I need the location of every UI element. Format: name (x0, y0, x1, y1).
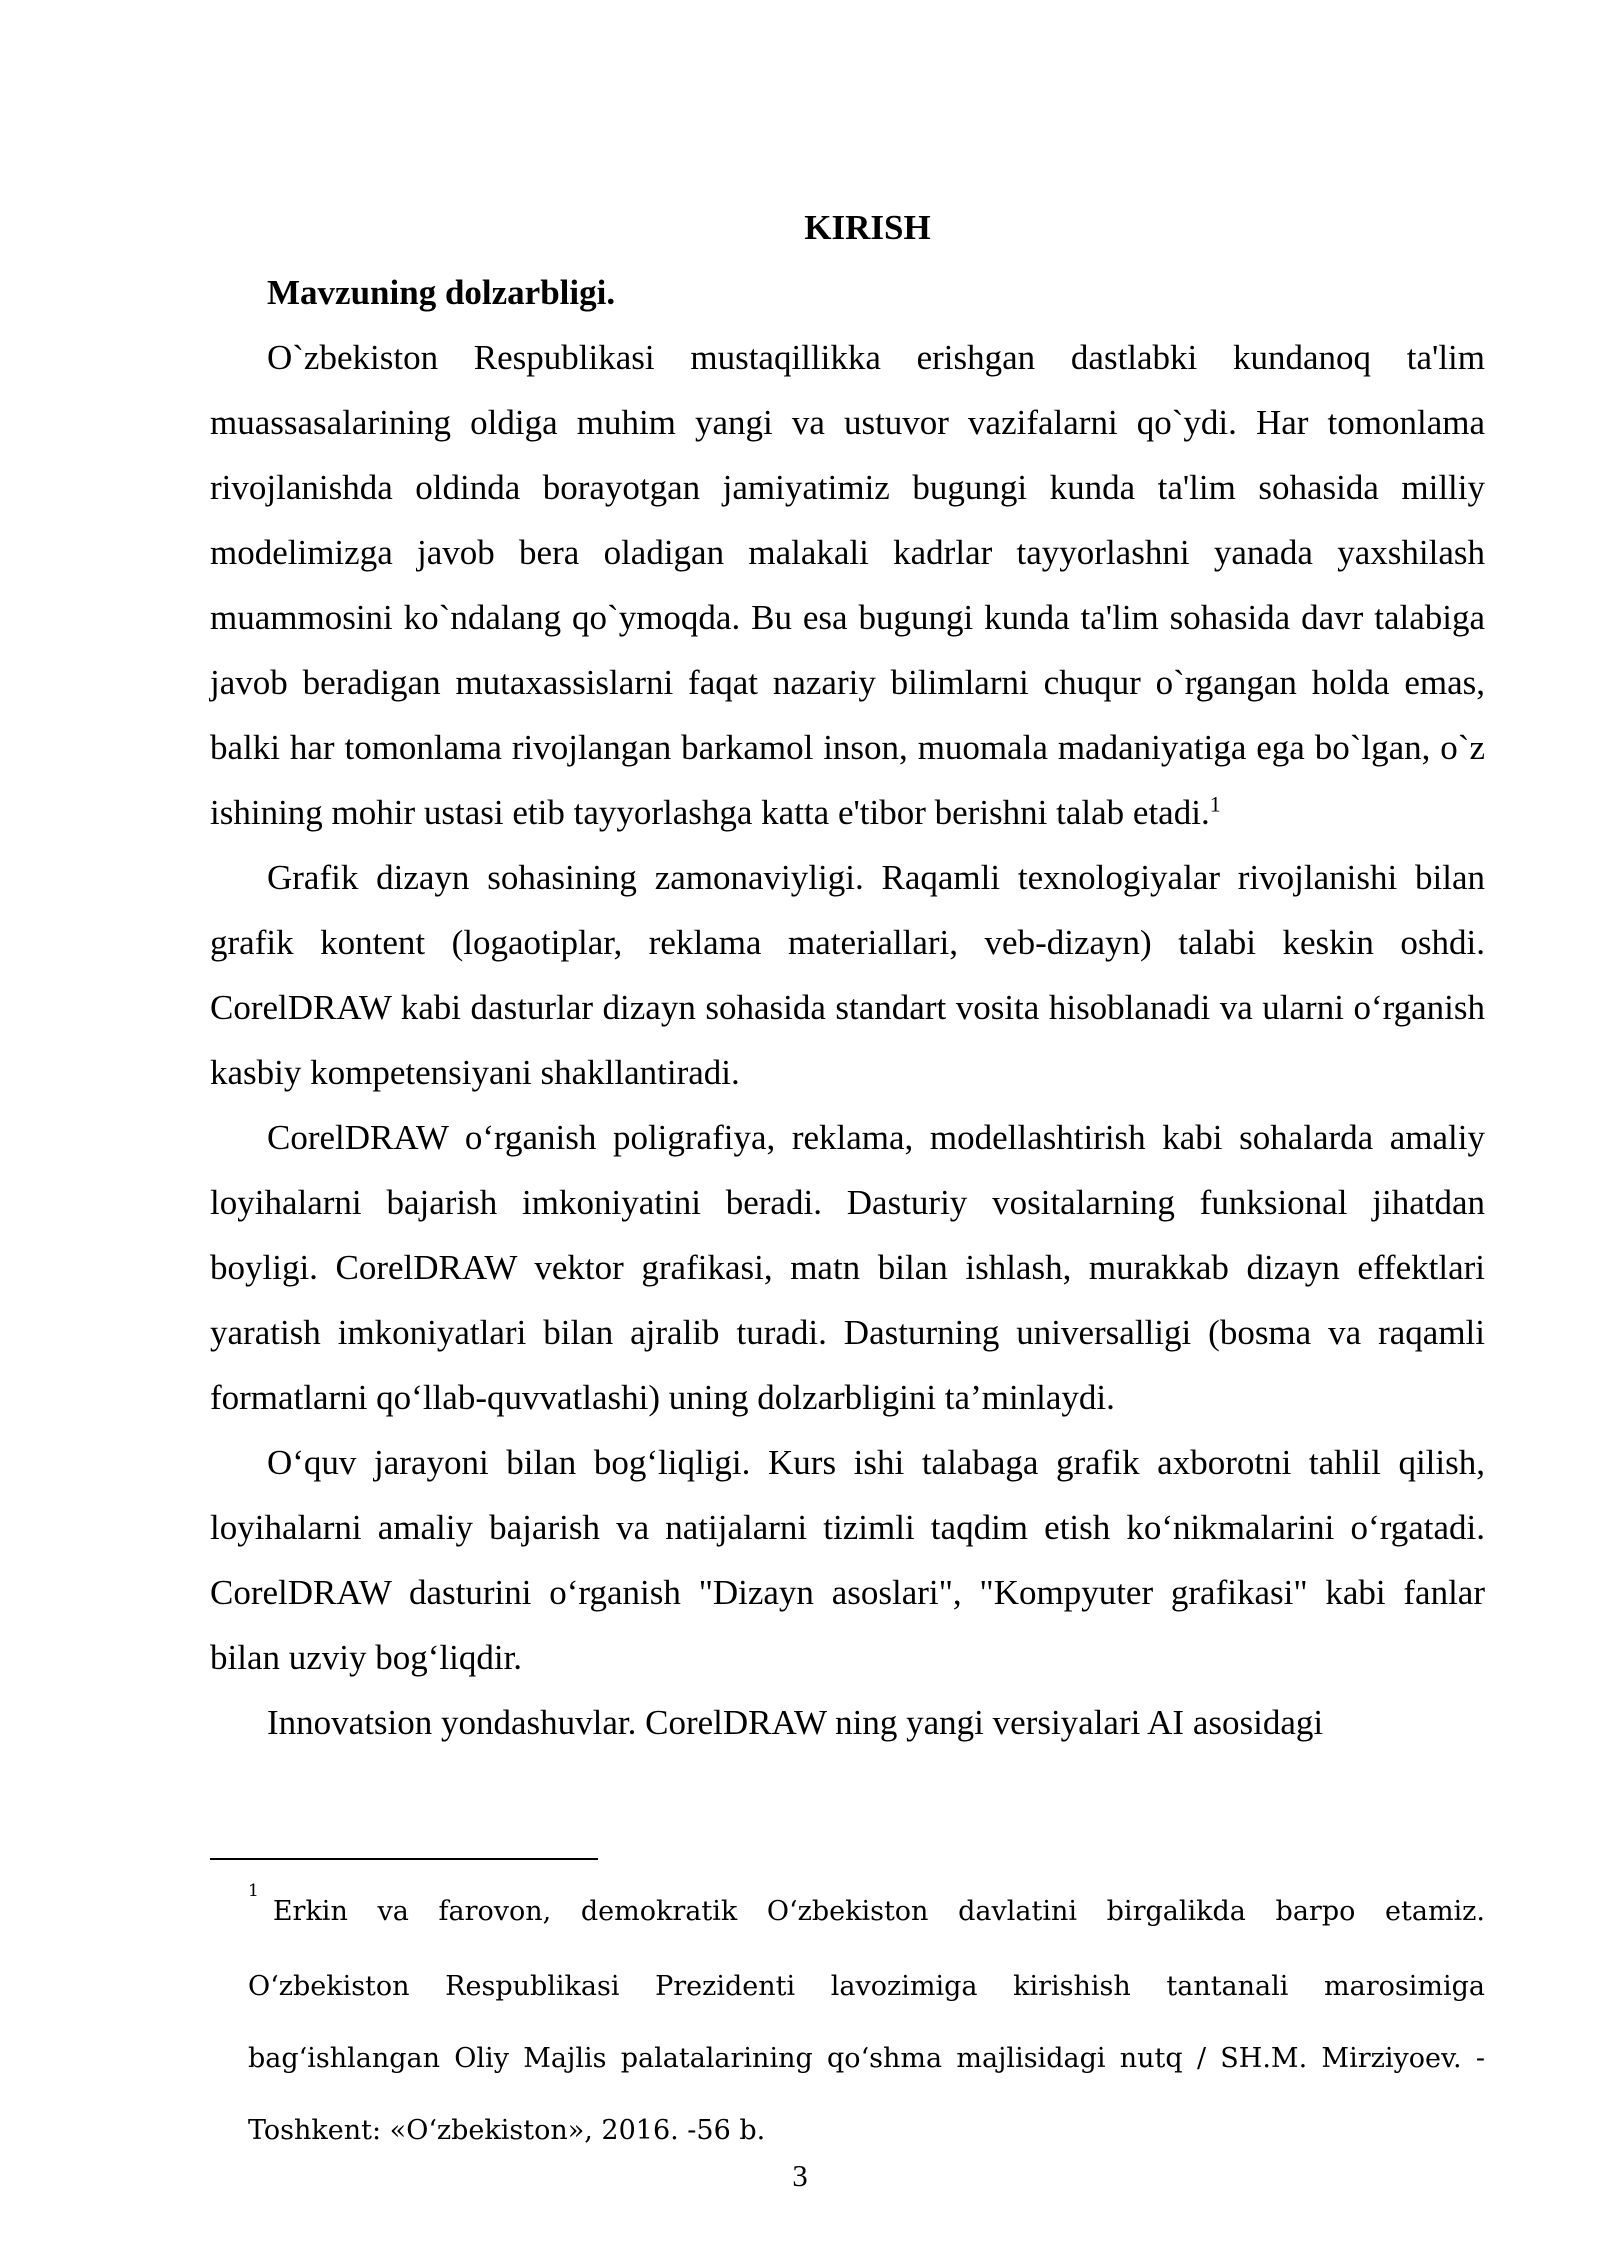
paragraph-1 (210, 325, 1485, 845)
section-subheading: Mavzuning dolzarbligi. (267, 273, 616, 312)
footnote (248, 1876, 1485, 2167)
paragraph-3: CorelDRAW o‘rganish poligrafiya, reklama, modellashtirish kabi sohalarda amaliy loyihalarni bajarish imkoniyatini beradi. Dasturiy vositalarning funksional jihatdan boyligi. CorelDRAW vektor grafikasi, matn bilan ishlash, murakkab dizayn effektlari yaratish imkoniyatlari bilan ajralib turadi. Dasturning universalligi (bosma va raqamli formatlarni qo‘llab-quvvatlashi) uning dolzarbligini ta’minlaydi. (210, 1118, 1485, 1417)
footnote-marker: 1 (248, 1881, 259, 1901)
footnote-separator (210, 1858, 598, 1860)
page-number: 3 (792, 2158, 808, 2193)
paragraph-5: Innovatsion yondashuvlar. CorelDRAW ning yangi versiyalari AI asosidagi (267, 1703, 1324, 1742)
paragraph-4: O‘quv jarayoni bilan bog‘liqligi. Kurs ishi talabaga grafik axborotni tahlil qilish, loyihalarni amaliy bajarish va natijalarni tizimli taqdim etish ko‘nikmalarini o‘rgatadi. CorelDRAW dasturini o‘rganish "Dizayn asoslari", "Kompyuter grafikasi" kabi fanlar bilan uzviy bog‘liqdir. (210, 1443, 1485, 1677)
footnote-reference[interactable]: 1 (1209, 791, 1221, 817)
footnote-text: Erkin va farovon, demokratik O‘zbekiston davlatini birgalikda barpo etamiz. O‘zbekiston Respublikasi Prezidenti lavozimiga kirishish tantanali marosimiga bag‘ishlangan Oliy Majlis palatalarining qo‘shma majlisidagi nutq / SH.M. Mirziyoev. - Toshkent: «O‘zbekiston», 2016. -56 b. (248, 1896, 1485, 2146)
page-heading: KIRISH (804, 208, 931, 247)
paragraph-1-text: O`zbekiston Respublikasi mustaqillikka erishgan dastlabki kundanoq ta'lim muassasalarining oldiga muhim yangi va ustuvor vazifalarni qo`ydi. Har tomonlama rivojlanishda oldinda borayotgan jamiyatimiz bugungi kunda ta'lim sohasida milliy modelimizga javob bera oladigan malakali kadrlar tayyorlashni yanada yaxshilash muammosini ko`ndalang qo`ymoqda. Bu esa bugungi kunda ta'lim sohasida davr talabiga javob beradigan mutaxassislarni faqat nazariy bilimlarni chuqur o`rgangan holda emas, balki har tomonlama rivojlangan barkamol inson, muomala madaniyatiga ega bo`lgan, o`z ishining mohir ustasi etib tayyorlashga katta e'tibor berishni talab etadi. (210, 338, 1485, 832)
body-text (210, 195, 1485, 1755)
paragraph-2: Grafik dizayn sohasining zamonaviyligi. Raqamli texnologiyalar rivojlanishi bilan grafik kontent (logaotiplar, reklama materiallari, veb-dizayn) talabi keskin oshdi. CorelDRAW kabi dasturlar dizayn sohasida standart vosita hisoblanadi va ularni o‘rganish kasbiy kompetensiyani shakllantiradi. (210, 858, 1485, 1092)
